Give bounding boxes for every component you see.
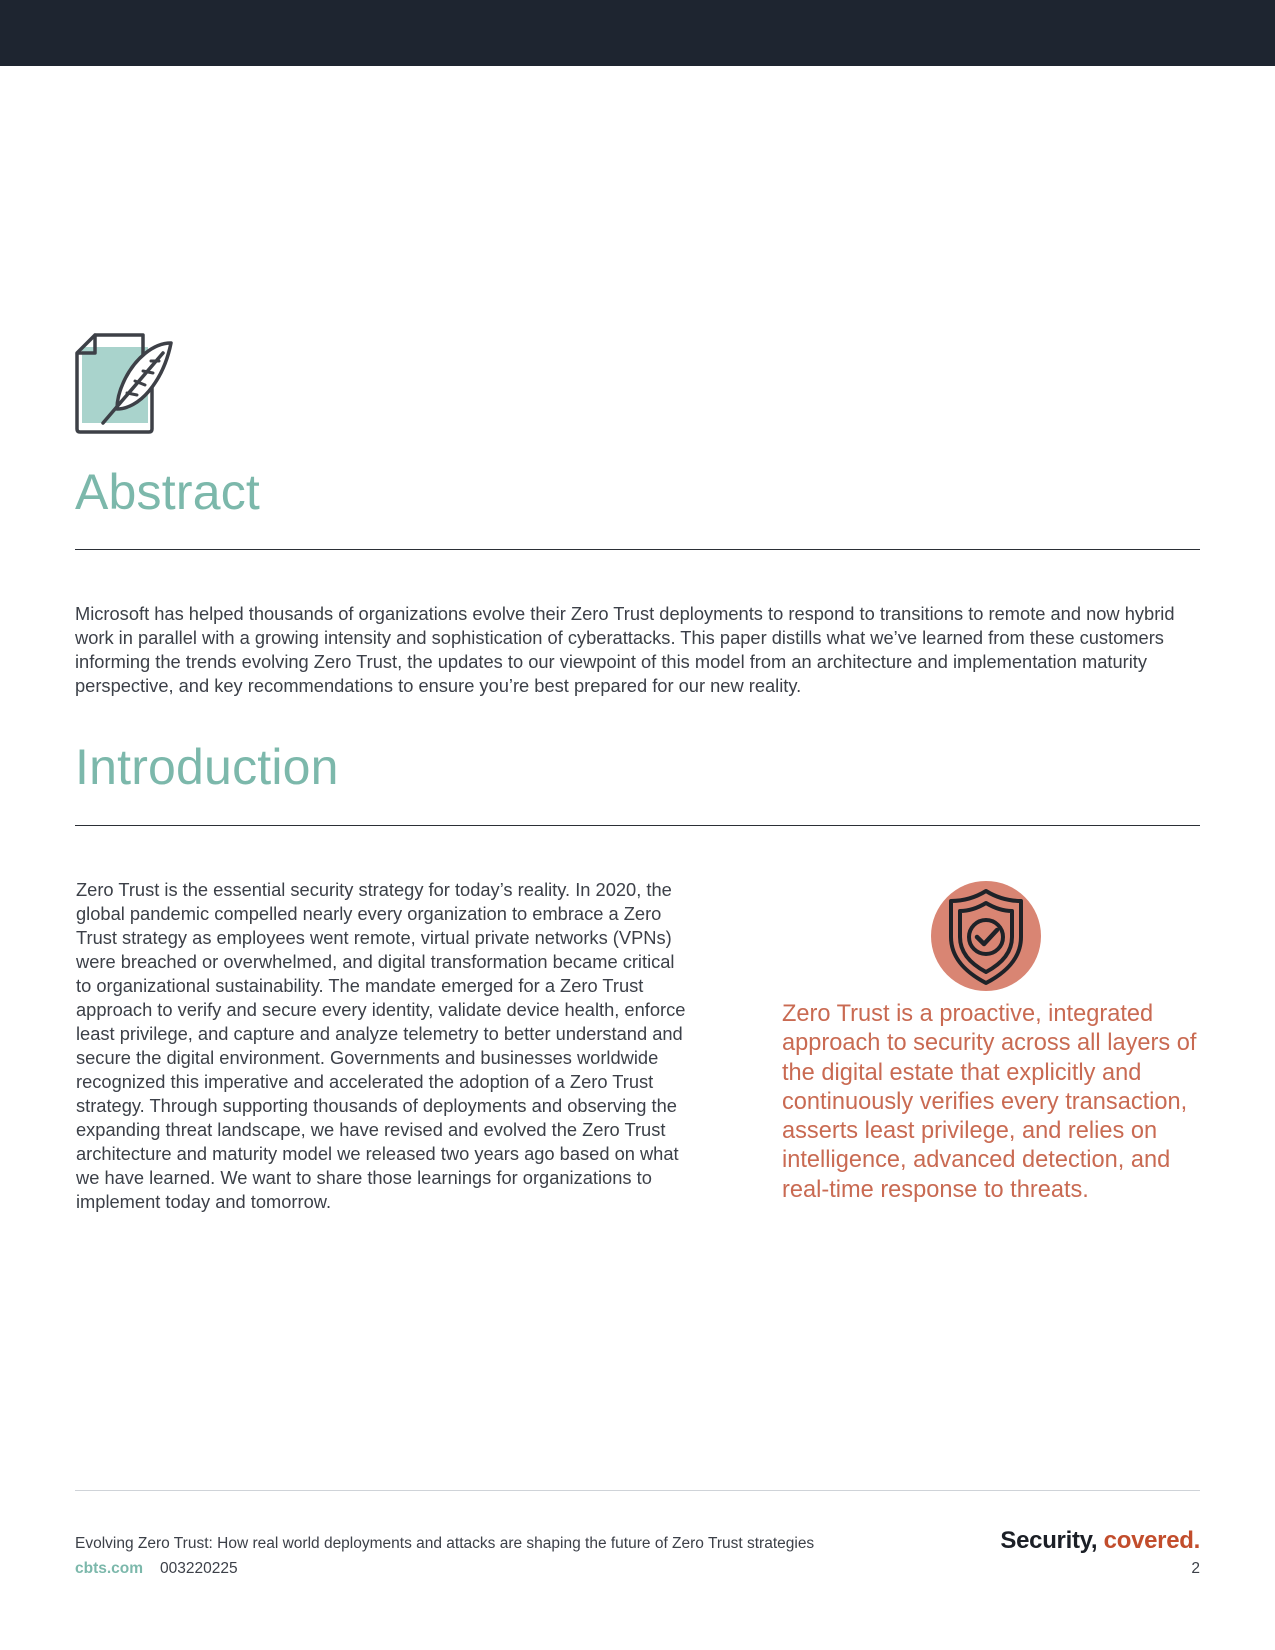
introduction-divider [75,825,1200,826]
callout-quote: Zero Trust is a proactive, integrated approach to security across all layers of the digital estate that explicitly and continuously verifies every transaction, asserts least privilege, and relies on intelligence, advanced detection, and real-time response to threats. [782,1001,1197,1203]
abstract-divider [75,549,1200,550]
footer-document-code: 003220225 [160,1560,238,1577]
document-feather-icon [73,331,175,435]
footer-document-title: Evolving Zero Trust: How real world deployments and attacks are shaping the future of Zero Trust strategies [75,1535,815,1552]
abstract-heading: Abstract [75,464,260,520]
shield-check-icon [931,881,1041,991]
introduction-body: Zero Trust is the essential security strategy for today’s reality. In 2020, the global pandemic compelled nearly every organization to embrace a Zero Trust strategy as employees went remote, virtual private networks (VPNs) were breached or overwhelmed, and digital transformation became critical to organizational sustainability. The mandate emerged for a Zero Trust approach to verify and secure every identity, validate device health, enforce least privilege, and capture and analyze telemetry to better understand and secure the digital environment. Governments and businesses worldwide recognized this imperative and accelerated the adoption of a Zero Trust strategy. Through supporting thousands of deployments and observing the expanding threat landscape, we have revised and evolved the Zero Trust architecture and maturity model we released two years ago based on what we have learned. We want to share those learnings for organizations to implement today and tomorrow. [76,879,686,1212]
tagline-part-1: Security, [1000,1527,1104,1554]
footer-divider [75,1490,1200,1491]
brand-tagline [1000,1527,1200,1555]
footer-site-link[interactable]: cbts.com [75,1560,144,1577]
page-number: 2 [1191,1560,1200,1577]
introduction-heading: Introduction [75,739,339,795]
header-bar [0,0,1275,66]
abstract-body: Microsoft has helped thousands of organizations evolve their Zero Trust deployments to respond to transitions to remote and now hybrid work in parallel with a growing intensity and sophistication of cyberattacks. This paper distills what we’ve learned from these customers informing the trends evolving Zero Trust, the updates to our viewpoint of this model from an architecture and implementation maturity perspective, and key recommendations to ensure you’re best prepared for our new reality. [75,603,1175,696]
tagline-part-2: covered. [1103,1527,1200,1554]
